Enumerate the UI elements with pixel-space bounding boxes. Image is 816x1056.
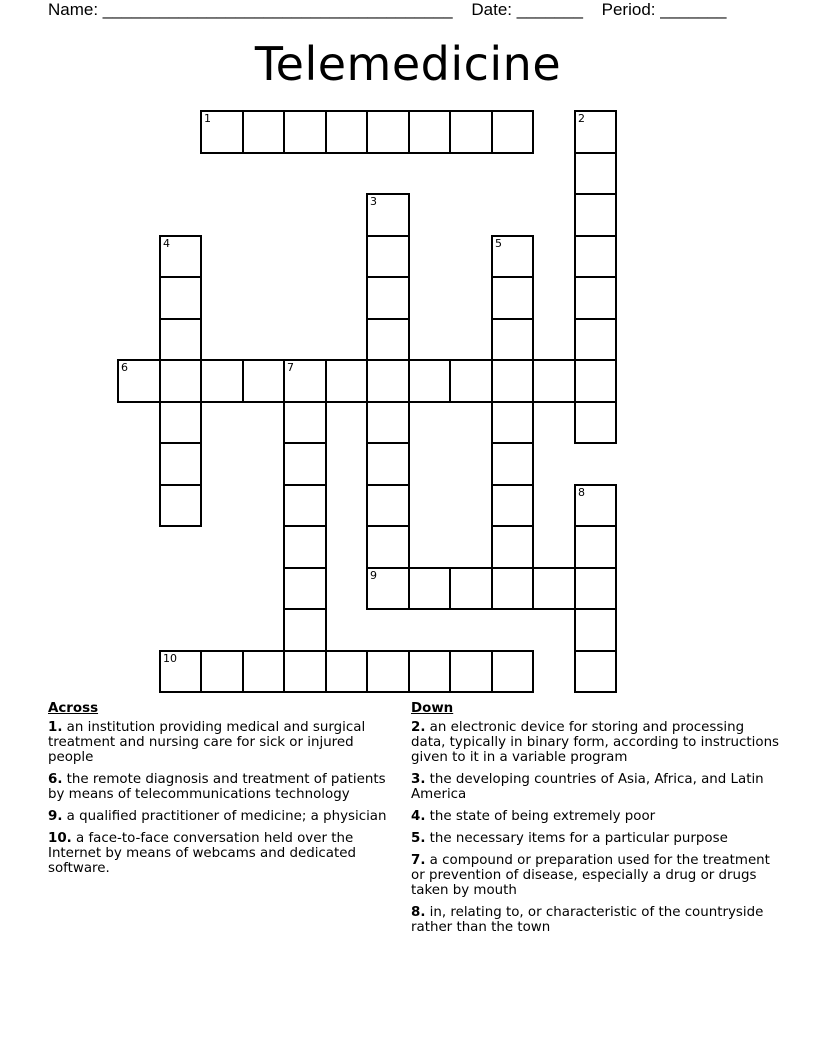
crossword-cell[interactable] xyxy=(242,650,285,693)
crossword-cell[interactable] xyxy=(491,318,534,361)
crossword-cell[interactable] xyxy=(491,235,534,278)
crossword-cell[interactable] xyxy=(159,318,202,361)
clue-number-label: 4 xyxy=(163,237,170,250)
clue-down-4: 4. the state of being extremely poor xyxy=(411,809,656,824)
down-clues xyxy=(411,701,781,942)
crossword-cell[interactable] xyxy=(159,276,202,320)
crossword-cell[interactable] xyxy=(574,359,617,403)
crossword-cell[interactable] xyxy=(491,525,534,569)
crossword-cell[interactable] xyxy=(366,110,410,154)
crossword-cell[interactable] xyxy=(283,484,327,527)
clue-across-9: 9. a qualified practitioner of medicine; a physician xyxy=(48,809,387,824)
crossword-cell[interactable] xyxy=(200,650,244,693)
crossword-cell[interactable] xyxy=(283,525,327,569)
clue-down-8: 8. in, relating to, or characteristic of the countryside rather than the town xyxy=(411,905,764,935)
clue-number-label: 8 xyxy=(578,486,585,499)
crossword-cell[interactable] xyxy=(366,276,410,320)
clue-down-2: 2. an electronic device for storing and processing data, typically in binary form, according to instructions given to it in a variable program xyxy=(411,720,780,765)
crossword-cell[interactable] xyxy=(491,484,534,527)
across-heading: Across xyxy=(48,701,99,716)
crossword-cell[interactable] xyxy=(532,359,576,403)
crossword-cell[interactable] xyxy=(574,401,617,444)
clue-across-10: 10. a face-to-face conversation held over the Internet by means of webcams and dedicated software. xyxy=(48,831,356,876)
crossword-cell[interactable] xyxy=(491,401,534,444)
crossword-cell[interactable] xyxy=(200,110,244,154)
down-heading: Down xyxy=(411,701,454,716)
crossword-cell[interactable] xyxy=(159,650,202,693)
crossword-cell[interactable] xyxy=(366,567,410,610)
crossword-cell[interactable] xyxy=(200,359,244,403)
clue-number-label: 2 xyxy=(578,112,585,125)
clue-down-3: 3. the developing countries of Asia, Africa, and Latin America xyxy=(411,772,764,802)
crossword-cell[interactable] xyxy=(491,650,534,693)
crossword-cell[interactable] xyxy=(366,525,410,569)
crossword-cell[interactable] xyxy=(574,110,617,154)
crossword-cell[interactable] xyxy=(159,401,202,444)
crossword-cell[interactable] xyxy=(574,608,617,652)
crossword-cell[interactable] xyxy=(159,484,202,527)
across-clues xyxy=(48,701,388,883)
clue-number-label: 7 xyxy=(287,361,294,374)
crossword-cell[interactable] xyxy=(408,110,451,154)
crossword-cell[interactable] xyxy=(574,276,617,320)
crossword-cell[interactable] xyxy=(491,110,534,154)
crossword-cell[interactable] xyxy=(574,650,617,693)
crossword-cell[interactable] xyxy=(117,359,161,403)
crossword-cell[interactable] xyxy=(283,608,327,652)
crossword-cell[interactable] xyxy=(366,401,410,444)
crossword-cell[interactable] xyxy=(574,525,617,569)
crossword-cell[interactable] xyxy=(408,359,451,403)
clue-number-label: 5 xyxy=(495,237,502,250)
crossword-cell[interactable] xyxy=(242,359,285,403)
crossword-cell[interactable] xyxy=(449,567,493,610)
crossword-cell[interactable] xyxy=(574,567,617,610)
clue-number-label: 9 xyxy=(370,569,377,582)
crossword-cell[interactable] xyxy=(408,567,451,610)
name-field[interactable]: Name: _____________________________________ xyxy=(48,0,453,19)
period-field[interactable]: Period: _______ xyxy=(601,0,727,19)
crossword-cell[interactable] xyxy=(242,110,285,154)
crossword-cell[interactable] xyxy=(449,359,493,403)
crossword-cell[interactable] xyxy=(449,650,493,693)
crossword-cell[interactable] xyxy=(283,442,327,486)
clue-across-1: 1. an institution providing medical and surgical treatment and nursing care for sick or injured people xyxy=(48,720,366,765)
crossword-cell[interactable] xyxy=(325,110,368,154)
crossword-cell[interactable] xyxy=(283,567,327,610)
clue-number-label: 6 xyxy=(121,361,128,374)
clue-down-5: 5. the necessary items for a particular purpose xyxy=(411,831,728,846)
crossword-cell[interactable] xyxy=(325,359,368,403)
crossword-cell[interactable] xyxy=(366,650,410,693)
crossword-cell[interactable] xyxy=(574,193,617,237)
crossword-cell[interactable] xyxy=(574,235,617,278)
clue-across-6: 6. the remote diagnosis and treatment of patients by means of telecommunications technology xyxy=(48,772,386,802)
crossword-cell[interactable] xyxy=(574,484,617,527)
crossword-cell[interactable] xyxy=(325,650,368,693)
crossword-cell[interactable] xyxy=(574,152,617,195)
crossword-cell[interactable] xyxy=(366,359,410,403)
crossword-cell[interactable] xyxy=(532,567,576,610)
crossword-cell[interactable] xyxy=(574,318,617,361)
crossword-cell[interactable] xyxy=(491,359,534,403)
crossword-cell[interactable] xyxy=(366,484,410,527)
crossword-cell[interactable] xyxy=(366,193,410,237)
crossword-cell[interactable] xyxy=(283,650,327,693)
puzzle-title: Telemedicine xyxy=(254,37,562,91)
crossword-cell[interactable] xyxy=(366,442,410,486)
crossword-cell[interactable] xyxy=(491,276,534,320)
crossword-cell[interactable] xyxy=(408,650,451,693)
crossword-cell[interactable] xyxy=(283,110,327,154)
clue-number-label: 10 xyxy=(163,652,177,665)
date-field[interactable]: Date: _______ xyxy=(471,0,583,19)
clue-number-label: 1 xyxy=(204,112,211,125)
crossword-cell[interactable] xyxy=(491,442,534,486)
crossword-cell[interactable] xyxy=(159,359,202,403)
crossword-cell[interactable] xyxy=(366,235,410,278)
crossword-cell[interactable] xyxy=(283,359,327,403)
crossword-cell[interactable] xyxy=(366,318,410,361)
clue-number-label: 3 xyxy=(370,195,377,208)
clue-down-7: 7. a compound or preparation used for the treatment or prevention of disease, especially a drug or drugs taken by mouth xyxy=(411,853,770,898)
crossword-cell[interactable] xyxy=(283,401,327,444)
crossword-cell[interactable] xyxy=(449,110,493,154)
crossword-cell[interactable] xyxy=(159,235,202,278)
crossword-cell[interactable] xyxy=(159,442,202,486)
crossword-cell[interactable] xyxy=(491,567,534,610)
